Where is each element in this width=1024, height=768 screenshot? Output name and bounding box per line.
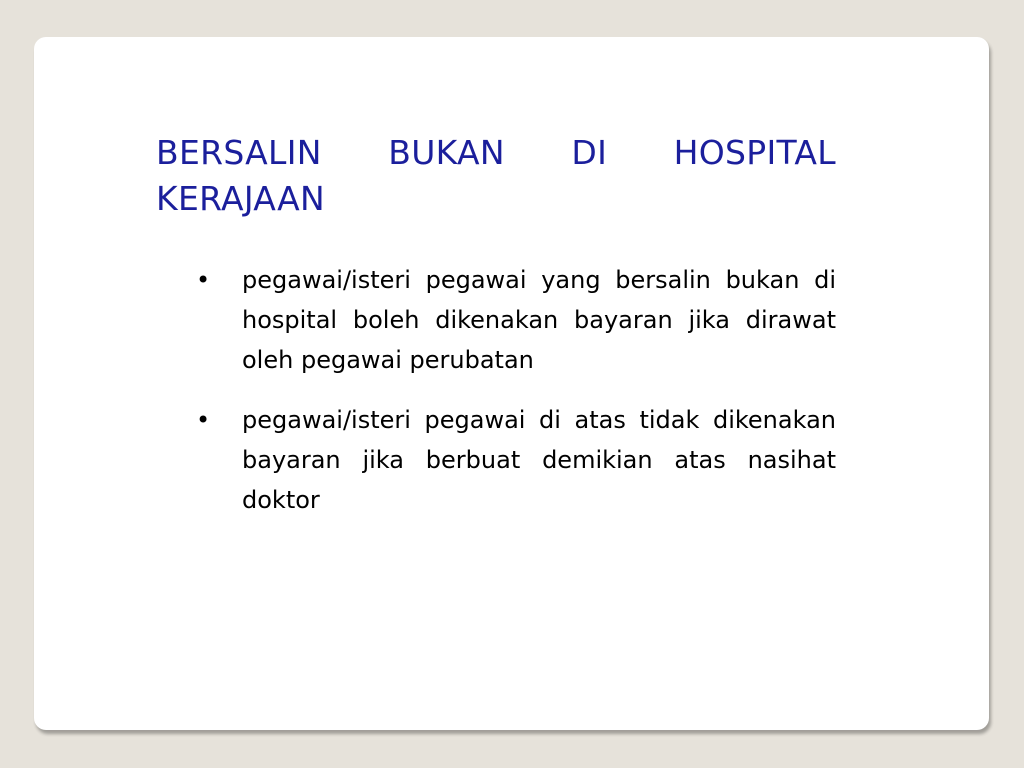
bullet-item-1: [196, 260, 836, 380]
bullet-text-1: pegawai/isteri pegawai yang bersalin bukan di hospital boleh dikenakan bayaran jika dirawat oleh pegawai perubatan: [242, 266, 836, 374]
bullet-dot-icon: •: [196, 266, 211, 294]
bullet-item-2: [196, 400, 836, 520]
slide-title: BERSALIN BUKAN DI HOSPITAL KERAJAAN: [156, 133, 836, 218]
bullet-list: [196, 260, 836, 540]
bullet-dot-icon: •: [196, 406, 211, 434]
bullet-text-2: pegawai/isteri pegawai di atas tidak dikenakan bayaran jika berbuat demikian atas nasihat doktor: [242, 406, 836, 514]
